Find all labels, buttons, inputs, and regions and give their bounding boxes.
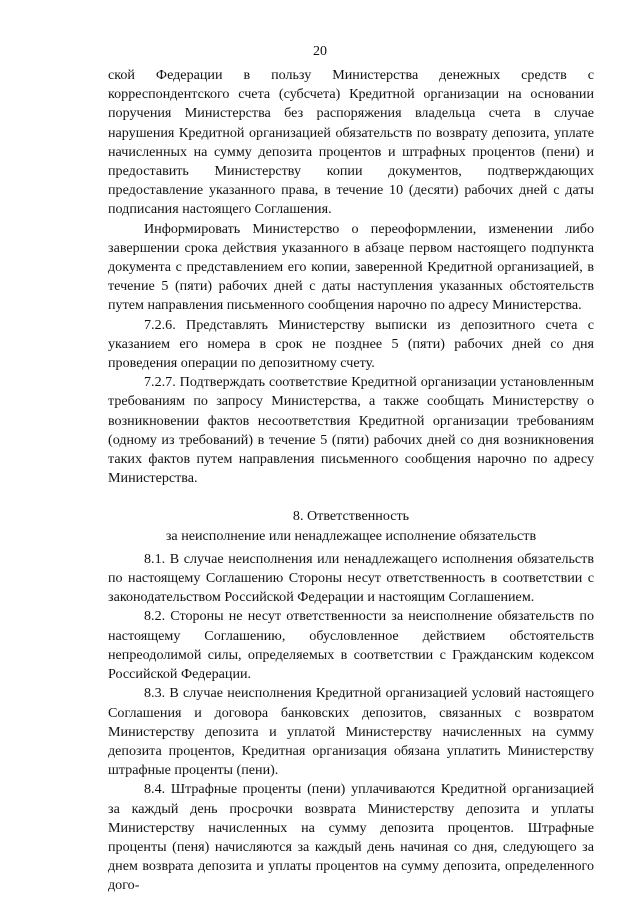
paragraph-8-1: 8.1. В случае неисполнения или ненадлежащего исполнения обязательств по настоящему Соглашению Стороны несут ответственность в соответствии с законодательством Российской Федерации и настоящим Соглашением. <box>108 550 594 606</box>
section-subheading: за неисполнение или ненадлежащее исполнение обязательств <box>165 527 537 544</box>
paragraph-8-2: 8.2. Стороны не несут ответственности за неисполнение обязательств по настоящему Соглашению, обусловленное действием обстоятельств непреодолимой силы, определяемых в соответствии с Гражданским кодексом Российской Федерации. <box>108 608 594 683</box>
paragraph-inform-ministry: Информировать Министерство о переоформлении, изменении либо завершении срока действия указанного в абзаце первом настоящего подпункта документа с представлением его копии, заверенной Кредитной организацией, в течение 5 (пяти) рабочих дней с даты наступления указанных обстоятельств путем направления письменного сообщения нарочно по адресу Министерства. <box>108 220 594 314</box>
page-number: 20 <box>313 44 327 59</box>
section-heading: 8. Ответственность <box>292 508 410 525</box>
paragraph-continuation: ской Федерации в пользу Министерства денежных средств с корреспондентского счета (субсчета) Кредитной организации на основании поручения Министерства без распоряжения владельца счета в случае нарушения Кредитной организацией обязательств по возврату депозита, уплате начисленных на сумму депозита процентов и штрафных процентов (пени) и предоставить Министерству копии документов, подтверждающих предоставление указанного права, в течение 10 (десяти) рабочих дней с даты подписания настоящего Соглашения. <box>108 67 594 218</box>
document-body <box>108 66 594 896</box>
paragraph-7-2-6: 7.2.6. Представлять Министерству выписки из депозитного счета с указанием его номера в срок не позднее 5 (пяти) рабочих дней со дня проведения операции по депозитному счету. <box>108 316 594 372</box>
paragraph-8-3: 8.3. В случае неисполнения Кредитной организацией условий настоящего Соглашения и договора банковских депозитов, связанных с возвратом Министерству депозита и уплатой Министерству начисленных на сумму депозита процентов, Кредитная организация обязана уплатить Министерству штрафные проценты (пени). <box>108 685 594 779</box>
paragraph-7-2-7: 7.2.7. Подтверждать соответствие Кредитной организации установленным требованиям по запросу Министерства, а также сообщать Министерству о возникновении фактов несоответствия Кредитной организации требованиям (одному из требований) в течение 5 (пяти) рабочих дней со дня возникновения таких фактов путем направления письменного сообщения нарочно по адресу Министерства. <box>108 374 594 487</box>
paragraph-8-4: 8.4. Штрафные проценты (пени) уплачиваются Кредитной организацией за каждый день просрочки возврата Министерству депозита и уплаты Министерству начисленных на сумму депозита процентов. Штрафные проценты (пеня) начисляются за каждый день начиная со дня, следующего за днем возврата депозита и уплаты процентов на сумму депозита, определенного дого- <box>108 781 594 894</box>
